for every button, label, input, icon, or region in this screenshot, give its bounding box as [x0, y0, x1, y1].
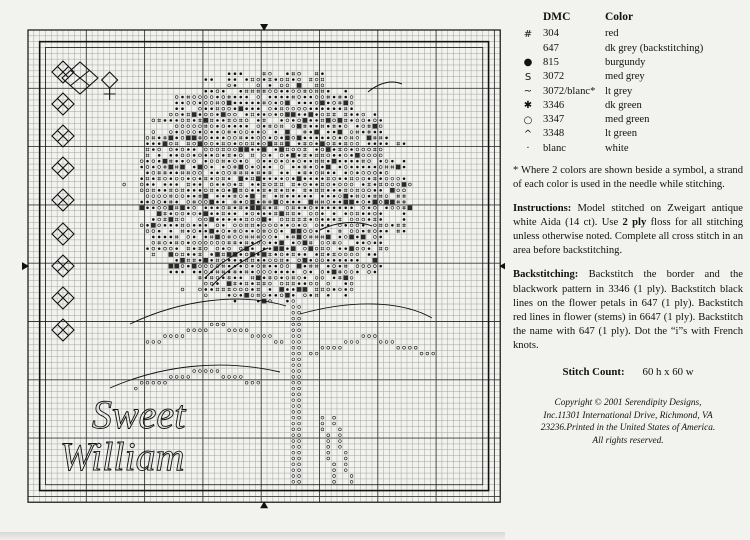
dark-stitch-cell	[192, 136, 197, 141]
legend-color-name: dk grey (backstitching)	[605, 42, 704, 54]
dark-stitch-cell	[285, 112, 290, 117]
dark-stitch-cell	[180, 206, 185, 211]
dark-stitch-cell	[326, 235, 331, 240]
dark-stitch-cell	[204, 194, 209, 199]
backstitching-label: Backstitching:	[513, 269, 579, 281]
dark-stitch-cell	[279, 147, 284, 152]
instructions-paragraph	[513, 202, 743, 258]
dark-stitch-cell	[186, 136, 191, 141]
dark-stitch-cell	[285, 293, 290, 298]
dark-stitch-cell	[285, 130, 290, 135]
dark-stitch-cell	[204, 118, 209, 123]
legend-table	[513, 27, 743, 156]
dark-stitch-cell	[349, 246, 354, 251]
blend-note: * Where 2 colors are shown beside a symbol, a strand of each color is used in the needle while stitching.	[513, 164, 743, 191]
dark-stitch-cell	[408, 206, 413, 211]
legend-dmc-number: 647	[543, 42, 559, 54]
dark-stitch-cell	[291, 246, 296, 251]
dark-stitch-cell	[227, 281, 232, 286]
dark-stitch-cell	[320, 101, 325, 106]
dark-stitch-cell	[349, 235, 354, 240]
copyright-line-3: 23236.Printed in the United States of America.	[540, 423, 716, 434]
dark-stitch-cell	[163, 141, 168, 146]
dark-stitch-cell	[204, 258, 209, 263]
dark-stitch-cell	[326, 147, 331, 152]
instructions-text-2: floss for all stitching unless otherwise noted. Complete all cross stitch in an area before backstitching.	[513, 217, 743, 257]
legend-dmc-number: blanc	[543, 142, 566, 154]
dark-stitch-cell	[291, 229, 296, 234]
dark-stitch-cell	[297, 229, 302, 234]
legend-dmc-number: 815	[543, 56, 559, 68]
dark-stitch-cell	[279, 240, 284, 245]
dark-stitch-cell	[308, 112, 313, 117]
dark-stitch-cell	[279, 246, 284, 251]
instructions-bold-ply: 2 ply	[622, 217, 647, 229]
dark-stitch-cell	[169, 136, 174, 141]
dark-stitch-cell	[273, 200, 278, 205]
dark-stitch-cell	[390, 200, 395, 205]
dark-stitch-cell	[163, 159, 168, 164]
dark-stitch-cell	[297, 83, 302, 88]
stitch-count	[513, 365, 743, 379]
dark-stitch-cell	[326, 118, 331, 123]
instructions-label: Instructions:	[513, 203, 572, 215]
legend-dmc-number: 3072	[543, 71, 565, 83]
stitch-count-value: 60 h x 60 w	[642, 365, 694, 378]
dark-stitch-cell	[174, 264, 179, 269]
dark-stitch-cell	[343, 200, 348, 205]
tilde-symbol-icon: ~	[523, 85, 533, 97]
legend-dmc-number: 3347	[543, 114, 565, 126]
dark-stitch-cell	[244, 147, 249, 152]
dark-stitch-cell	[233, 188, 238, 193]
dark-stitch-cell	[262, 217, 267, 222]
dark-stitch-cell	[169, 252, 174, 257]
dark-stitch-cell	[262, 147, 267, 152]
dark-stitch-cell	[279, 287, 284, 292]
dark-stitch-cell	[139, 206, 144, 211]
filled-dot-symbol-icon: ●	[523, 57, 533, 69]
dark-stitch-cell	[157, 211, 162, 216]
dark-stitch-cell	[390, 188, 395, 193]
key-panel	[513, 10, 743, 447]
legend-header-dmc: DMC	[543, 11, 571, 23]
dark-stitch-cell	[238, 176, 243, 181]
legend-row	[513, 99, 743, 113]
dark-stitch-cell	[338, 118, 343, 123]
dark-stitch-cell	[238, 147, 243, 152]
dark-stitch-cell	[320, 141, 325, 146]
dark-stitch-cell	[151, 223, 156, 228]
dark-stitch-cell	[215, 235, 220, 240]
dark-stitch-cell	[192, 112, 197, 117]
dark-stitch-cell	[285, 101, 290, 106]
dark-stitch-cell	[297, 264, 302, 269]
dark-stitch-cell	[303, 287, 308, 292]
legend-color-name: lt grey	[605, 85, 633, 97]
legend-row	[513, 27, 743, 41]
legend-header-color: Color	[605, 11, 634, 23]
page-fold-shadow	[0, 532, 505, 540]
dark-stitch-cell	[303, 118, 308, 123]
dark-stitch-cell	[256, 176, 261, 181]
small-dot-symbol-icon: ·	[526, 143, 530, 155]
legend-row	[513, 56, 743, 70]
dark-stitch-cell	[192, 264, 197, 269]
legend-row	[513, 70, 743, 84]
dark-stitch-cell	[297, 287, 302, 292]
dark-stitch-cell	[250, 206, 255, 211]
dark-stitch-cell	[180, 165, 185, 170]
dark-stitch-cell	[169, 165, 174, 170]
dark-stitch-cell	[198, 141, 203, 146]
dark-stitch-cell	[204, 211, 209, 216]
dark-stitch-cell	[215, 252, 220, 257]
legend-row	[513, 42, 743, 56]
dark-stitch-cell	[349, 200, 354, 205]
legend-row	[513, 84, 743, 98]
copyright-block	[513, 397, 743, 447]
dark-stitch-cell	[343, 101, 348, 106]
chart-title-william: William	[60, 434, 185, 479]
dark-stitch-cell	[332, 270, 337, 275]
dark-stitch-cell	[285, 136, 290, 141]
legend-color-name: med grey	[605, 71, 645, 83]
dark-stitch-cell	[180, 258, 185, 263]
dark-stitch-cell	[314, 130, 319, 135]
dark-stitch-cell	[227, 252, 232, 257]
dark-stitch-cell	[169, 217, 174, 222]
dark-stitch-cell	[326, 165, 331, 170]
legend-color-name: white	[605, 142, 629, 154]
legend-dmc-number: 3072/blanc*	[543, 85, 596, 97]
dark-stitch-cell	[308, 200, 313, 205]
dark-stitch-cell	[396, 165, 401, 170]
s-curve-symbol-icon: S	[524, 71, 532, 83]
dark-stitch-cell	[402, 182, 407, 187]
instructions-text-1: Model stitched on Zweigart antique white Aida (14 ct). Use	[513, 203, 743, 229]
dark-stitch-cell	[291, 112, 296, 117]
legend-color-name: lt green	[605, 128, 638, 140]
dark-stitch-cell	[297, 136, 302, 141]
backstitching-paragraph	[513, 268, 743, 352]
dark-stitch-cell	[291, 153, 296, 158]
dark-stitch-cell	[297, 235, 302, 240]
dark-stitch-cell	[373, 258, 378, 263]
dark-stitch-cell	[209, 217, 214, 222]
legend-header	[513, 10, 743, 25]
dark-stitch-cell	[308, 246, 313, 251]
caret-symbol-icon: ^	[523, 128, 533, 140]
dark-stitch-cell	[279, 211, 284, 216]
dark-stitch-cell	[355, 153, 360, 158]
dark-stitch-cell	[332, 159, 337, 164]
legend-row	[513, 142, 743, 156]
dark-stitch-cell	[268, 141, 273, 146]
dark-stitch-cell	[367, 136, 372, 141]
dark-stitch-cell	[198, 165, 203, 170]
legend-dmc-number: 304	[543, 28, 559, 40]
dark-stitch-cell	[238, 106, 243, 111]
dark-stitch-cell	[303, 258, 308, 263]
dark-stitch-cell	[244, 293, 249, 298]
legend-color-name: dk green	[605, 99, 642, 111]
asterisk-symbol-icon: ✱	[523, 100, 533, 112]
open-circle-symbol-icon: ○	[523, 114, 533, 126]
copyright-line-4: All rights reserved.	[592, 435, 664, 446]
dark-stitch-cell	[297, 176, 302, 181]
backstitching-text: Backstitch the border and the blackwork pattern in 3346 (1 ply). Backstitch black lines on the flower petals in 647 (1 ply). Backstitch red lines in flower (stems) in 6647 (1 ply). Backstitch the name with 647 (1 ply). Dot the “i”s with French knots.	[513, 269, 743, 351]
dark-stitch-cell	[273, 246, 278, 251]
stitch-count-label: Stitch Count:	[562, 365, 625, 378]
dark-stitch-cell	[384, 200, 389, 205]
dark-stitch-cell	[303, 240, 308, 245]
dark-stitch-cell	[169, 206, 174, 211]
copyright-line-2: Inc.11301 International Drive, Richmond, VA	[543, 410, 713, 421]
legend-color-name: red	[605, 28, 619, 40]
legend-row	[513, 127, 743, 141]
dark-stitch-cell	[250, 194, 255, 199]
dark-stitch-cell	[209, 229, 214, 234]
copyright-line-1: Copyright © 2001 Serendipity Designs,	[554, 398, 702, 409]
dark-stitch-cell	[361, 235, 366, 240]
legend-dmc-number: 3348	[543, 128, 565, 140]
dark-stitch-cell	[250, 200, 255, 205]
dark-stitch-cell	[221, 112, 226, 117]
dark-stitch-cell	[297, 124, 302, 129]
dark-stitch-cell	[373, 124, 378, 129]
dark-stitch-cell	[343, 275, 348, 280]
legend-color-name: burgundy	[605, 56, 646, 68]
dark-stitch-cell	[343, 194, 348, 199]
dark-stitch-cell	[209, 200, 214, 205]
legend-row	[513, 113, 743, 127]
dark-stitch-cell	[338, 130, 343, 135]
chart-title-sweet: Sweet	[92, 392, 186, 437]
dark-stitch-cell	[373, 200, 378, 205]
legend-color-name: med green	[605, 114, 650, 126]
dark-stitch-cell	[285, 141, 290, 146]
dark-stitch-cell	[227, 101, 232, 106]
hash-symbol-icon: #	[523, 28, 533, 40]
dark-stitch-cell	[262, 252, 267, 257]
dark-stitch-cell	[256, 206, 261, 211]
dark-stitch-cell	[238, 165, 243, 170]
legend-dmc-number: 3346	[543, 99, 565, 111]
dark-stitch-cell	[169, 264, 174, 269]
dark-stitch-cell	[256, 275, 261, 280]
